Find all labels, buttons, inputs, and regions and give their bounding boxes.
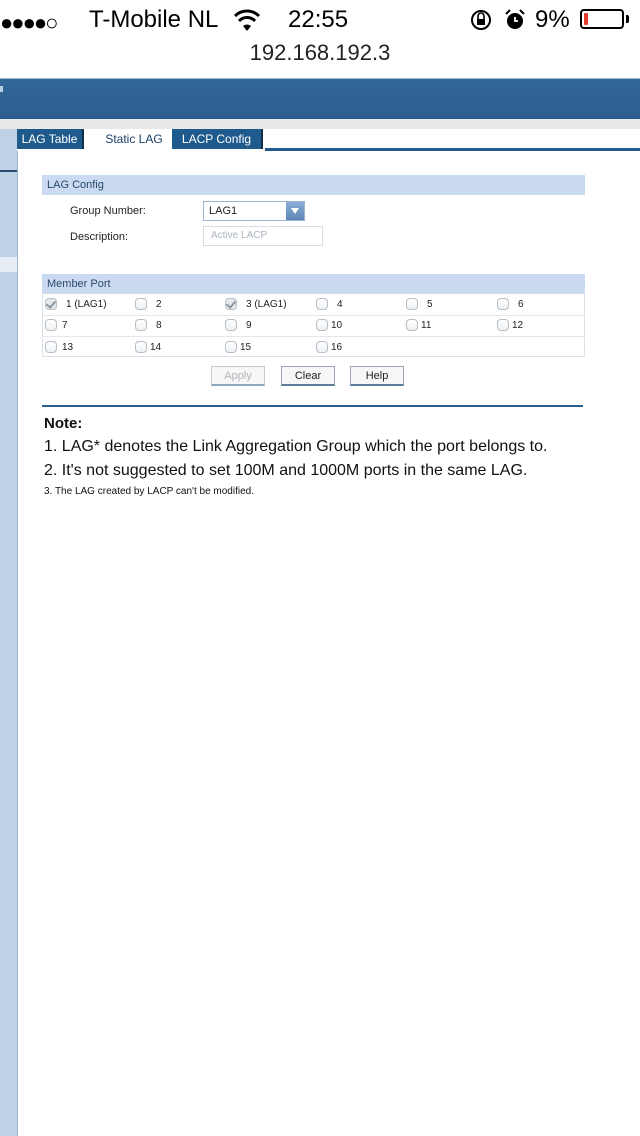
port-checkbox[interactable] [225, 341, 237, 353]
port-row-divider [42, 336, 585, 337]
tab-static-lag[interactable]: Static LAG [96, 129, 172, 149]
port-label: 9 [246, 320, 252, 331]
port-label: 13 [62, 342, 74, 353]
port-checkbox[interactable] [225, 298, 237, 310]
port-label: 14 [150, 342, 162, 353]
wifi-icon [233, 9, 261, 33]
port-checkbox[interactable] [316, 341, 328, 353]
port-checkbox[interactable] [406, 319, 418, 331]
carrier-name: T-Mobile NL [89, 6, 219, 33]
sidebar-item-selected-edge [0, 170, 17, 172]
header-divider-strip [0, 119, 640, 129]
app-header-band [0, 78, 640, 119]
port-label: 7 [62, 320, 68, 331]
battery-icon [580, 9, 624, 29]
lag-config-header: LAG Config [42, 175, 585, 195]
battery-level-fill [584, 13, 588, 25]
apply-button[interactable]: Apply [211, 366, 265, 386]
port-label: 2 [156, 299, 162, 310]
port-label: 16 [331, 342, 343, 353]
chevron-down-icon[interactable] [286, 202, 304, 220]
port-label: 11 [421, 320, 432, 331]
member-port-header: Member Port [42, 274, 585, 294]
tab-bar-underline [265, 148, 640, 151]
port-label: 3 (LAG1) [246, 299, 287, 310]
note-title: Note: [44, 415, 83, 432]
note-line-3: 3. The LAG created by LACP can't be modified. [44, 486, 254, 497]
clear-button[interactable]: Clear [281, 366, 335, 386]
alarm-icon [504, 8, 526, 32]
rotation-lock-icon [470, 8, 492, 32]
port-checkbox[interactable] [497, 298, 509, 310]
port-checkbox[interactable] [406, 298, 418, 310]
group-number-label: Group Number: [70, 205, 146, 217]
port-label: 1 (LAG1) [66, 299, 107, 310]
port-label: 15 [240, 342, 252, 353]
battery-tip [626, 15, 629, 23]
help-button[interactable]: Help [350, 366, 404, 386]
port-checkbox[interactable] [45, 298, 57, 310]
port-checkbox[interactable] [497, 319, 509, 331]
port-checkbox[interactable] [225, 319, 237, 331]
header-left-marker [0, 86, 3, 92]
port-checkbox[interactable] [135, 298, 147, 310]
port-label: 12 [512, 320, 524, 331]
group-number-select[interactable]: LAG1 [203, 201, 305, 221]
port-label: 4 [337, 299, 343, 310]
port-row-divider [42, 315, 585, 316]
port-checkbox[interactable] [45, 341, 57, 353]
note-line-2: 2. It's not suggested to set 100M and 1000M ports in the same LAG. [44, 462, 528, 479]
port-label: 8 [156, 320, 162, 331]
sidebar-item[interactable] [0, 257, 17, 272]
note-line-1: 1. LAG* denotes the Link Aggregation Group which the port belongs to. [44, 438, 548, 455]
port-label: 6 [518, 299, 524, 310]
port-label: 5 [427, 299, 433, 310]
port-checkbox[interactable] [45, 319, 57, 331]
port-checkbox[interactable] [135, 319, 147, 331]
port-label: 10 [331, 320, 343, 331]
description-label: Description: [70, 231, 129, 243]
port-checkbox[interactable] [316, 319, 328, 331]
description-input[interactable]: Active LACP [203, 226, 323, 246]
sidebar-menu [0, 129, 17, 1136]
signal-strength-indicator: ●●●●○ [0, 10, 57, 35]
note-divider [42, 405, 583, 407]
tab-lag-table[interactable]: LAG Table [17, 129, 84, 149]
port-checkbox[interactable] [316, 298, 328, 310]
battery-percentage: 9% [535, 6, 570, 33]
tab-lacp-config[interactable]: LACP Config [172, 129, 263, 149]
status-time: 22:55 [288, 6, 349, 33]
address-url[interactable]: 192.168.192.3 [249, 40, 391, 65]
port-checkbox[interactable] [135, 341, 147, 353]
